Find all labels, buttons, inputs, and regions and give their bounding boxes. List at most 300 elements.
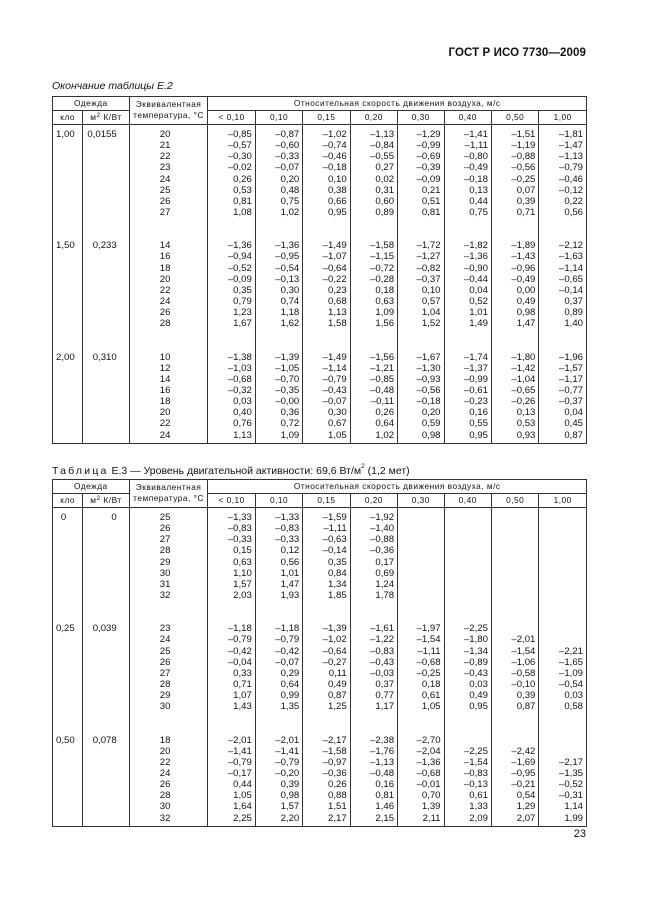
pmv-value: 0,76	[208, 418, 255, 429]
pmv-value: 0,49	[303, 679, 350, 690]
pmv-value: 0,66	[303, 196, 350, 207]
resistance-value: 0	[83, 508, 129, 524]
empty-cell	[53, 151, 83, 162]
empty-cell	[83, 318, 129, 329]
pmv-value: –0,79	[303, 374, 350, 385]
pmv-value: –0,46	[303, 151, 350, 162]
pmv-value: –1,39	[255, 352, 302, 363]
table-row	[53, 701, 587, 712]
table-row	[53, 418, 587, 429]
pmv-value: 0,13	[491, 407, 538, 418]
table-row	[53, 174, 587, 185]
pmv-value: 1,13	[303, 307, 350, 318]
table-row	[53, 296, 587, 307]
pmv-value: –1,57	[539, 363, 587, 374]
pmv-value: 1,17	[350, 701, 397, 712]
pmv-value: –0,63	[303, 534, 350, 545]
temperature-value: 18	[129, 263, 208, 274]
pmv-value: –0,43	[303, 385, 350, 396]
pmv-value: 0,11	[303, 668, 350, 679]
pmv-value: –0,69	[398, 151, 444, 162]
pmv-value: –0,83	[444, 768, 491, 779]
pmv-value: –0,85	[208, 125, 255, 141]
empty-cell	[83, 430, 129, 444]
temperature-value: 28	[129, 318, 208, 329]
pmv-value: –1,14	[303, 363, 350, 374]
pmv-value: –1,11	[398, 646, 444, 657]
pmv-value: 0,72	[255, 418, 302, 429]
pmv-value: 0,48	[255, 185, 302, 196]
pmv-value: –0,23	[444, 396, 491, 407]
pmv-value: –0,55	[350, 151, 397, 162]
pmv-value: –0,20	[255, 768, 302, 779]
pmv-value	[539, 590, 587, 601]
pmv-value: 1,14	[539, 801, 587, 812]
pmv-value: 0,30	[255, 285, 302, 296]
table-row	[53, 590, 587, 601]
table-row	[53, 396, 587, 407]
pmv-value: –0,42	[255, 646, 302, 657]
pmv-value: –1,58	[350, 240, 397, 251]
table-row	[53, 251, 587, 262]
pmv-value	[491, 508, 538, 524]
temperature-value: 22	[129, 757, 208, 768]
pmv-value: –0,79	[255, 757, 302, 768]
pmv-value: –0,79	[255, 634, 302, 645]
pmv-value: –1,13	[350, 125, 397, 141]
pmv-value: –1,96	[539, 352, 587, 363]
pmv-value: –0,95	[255, 251, 302, 262]
empty-cell	[83, 274, 129, 285]
empty-cell	[53, 668, 83, 679]
pmv-value: –0,88	[350, 534, 397, 545]
pmv-value: 1,33	[444, 801, 491, 812]
empty-cell	[83, 557, 129, 568]
pmv-value: 0,49	[444, 690, 491, 701]
table-row	[53, 657, 587, 668]
pmv-value: 0,89	[350, 207, 397, 218]
pmv-value: 0,87	[539, 430, 587, 444]
pmv-value	[491, 545, 538, 556]
pmv-value	[539, 545, 587, 556]
empty-cell	[53, 557, 83, 568]
temperature-value: 25	[129, 185, 208, 196]
empty-cell	[83, 407, 129, 418]
empty-cell	[83, 779, 129, 790]
pmv-value	[539, 523, 587, 534]
pmv-value	[444, 523, 491, 534]
pmv-value: –0,64	[303, 263, 350, 274]
pmv-value: –0,00	[255, 396, 302, 407]
temperature-value: 21	[129, 140, 208, 151]
empty-cell	[53, 646, 83, 657]
pmv-value: –0,07	[255, 657, 302, 668]
pmv-value: –1,13	[539, 151, 587, 162]
pmv-value: 0,31	[350, 185, 397, 196]
table-row	[53, 568, 587, 579]
pmv-value: –0,97	[303, 757, 350, 768]
pmv-value: –1,22	[350, 634, 397, 645]
pmv-value: –1,09	[539, 668, 587, 679]
empty-cell	[83, 207, 129, 218]
empty-cell	[83, 285, 129, 296]
pmv-value: 1,09	[350, 307, 397, 318]
pmv-value: 1,29	[491, 801, 538, 812]
pmv-value: 0,53	[491, 418, 538, 429]
empty-cell	[83, 668, 129, 679]
pmv-value: 0,75	[255, 196, 302, 207]
pmv-value: –0,43	[350, 657, 397, 668]
spacer-cell	[444, 713, 491, 735]
table-row	[53, 385, 587, 396]
speed-column-header: 0,30	[398, 111, 444, 125]
unit-superscript: 2	[96, 112, 101, 119]
pmv-value: 2,20	[255, 813, 302, 827]
pmv-value: –1,14	[539, 263, 587, 274]
pmv-value: –1,42	[491, 363, 538, 374]
pmv-value: –0,33	[208, 534, 255, 545]
pmv-value: 1,24	[350, 579, 397, 590]
pmv-value: –0,80	[444, 151, 491, 162]
speed-column-header: 1,00	[539, 494, 587, 508]
pmv-value: 0,99	[255, 690, 302, 701]
pmv-value: 0,51	[398, 196, 444, 207]
empty-cell	[53, 813, 83, 827]
table-row	[53, 430, 587, 444]
pmv-value	[444, 568, 491, 579]
empty-cell	[53, 363, 83, 374]
pmv-value: 0,63	[208, 557, 255, 568]
clo-value: 0,25	[53, 623, 83, 634]
table-e2-caption: Окончание таблицы Е.2	[52, 80, 173, 92]
pmv-value: –0,74	[303, 140, 350, 151]
empty-cell	[53, 746, 83, 757]
pmv-value: –0,44	[444, 274, 491, 285]
pmv-value: 0,07	[491, 185, 538, 196]
pmv-value: –1,18	[255, 623, 302, 634]
temperature-value: 20	[129, 274, 208, 285]
empty-cell	[53, 779, 83, 790]
pmv-value: –1,11	[303, 523, 350, 534]
speed-column-header: 0,40	[444, 494, 491, 508]
pmv-value: –1,06	[491, 657, 538, 668]
pmv-value: 0,75	[444, 207, 491, 218]
pmv-value: –1,49	[303, 352, 350, 363]
thermal-resistance-header	[83, 494, 129, 508]
temperature-value: 22	[129, 151, 208, 162]
pmv-value: –0,37	[398, 274, 444, 285]
spacer-cell	[255, 601, 302, 623]
group-spacer	[53, 330, 587, 352]
pmv-value: –0,46	[539, 174, 587, 185]
spacer-cell	[53, 330, 83, 352]
pmv-value: –0,87	[255, 125, 302, 141]
table-row	[53, 185, 587, 196]
pmv-value: –0,03	[350, 668, 397, 679]
pmv-value: 0,04	[539, 407, 587, 418]
pmv-value: –0,48	[350, 768, 397, 779]
pmv-value: –1,97	[398, 623, 444, 634]
pmv-value: –1,80	[444, 634, 491, 645]
pmv-value: –1,36	[208, 240, 255, 251]
pmv-value	[444, 557, 491, 568]
pmv-value: 1,01	[255, 568, 302, 579]
pmv-value: –1,41	[208, 746, 255, 757]
table-title: Е.3 — Уровень двигательной активности: 69,6 Вт/м	[108, 465, 362, 477]
spacer-cell	[255, 713, 302, 735]
pmv-value	[491, 523, 538, 534]
empty-cell	[83, 690, 129, 701]
temperature-value: 24	[129, 768, 208, 779]
pmv-value: –0,31	[539, 790, 587, 801]
empty-cell	[83, 657, 129, 668]
pmv-value: –1,30	[398, 363, 444, 374]
pmv-value: –2,42	[491, 746, 538, 757]
spacer-cell	[398, 218, 444, 240]
pmv-value: 0,98	[398, 430, 444, 444]
pmv-value	[539, 508, 587, 524]
pmv-value: 0,03	[444, 679, 491, 690]
pmv-value: –1,49	[303, 240, 350, 251]
table-row	[53, 545, 587, 556]
clo-header: кло	[53, 111, 83, 125]
empty-cell	[83, 418, 129, 429]
empty-cell	[83, 534, 129, 545]
pmv-value: 1,05	[303, 430, 350, 444]
empty-cell	[83, 263, 129, 274]
table-row	[53, 679, 587, 690]
empty-cell	[83, 363, 129, 374]
pmv-value: –0,01	[398, 779, 444, 790]
empty-cell	[83, 768, 129, 779]
temperature-value: 22	[129, 418, 208, 429]
pmv-value: –0,56	[398, 385, 444, 396]
pmv-value	[491, 623, 538, 634]
pmv-value: –0,93	[398, 374, 444, 385]
pmv-value: 1,57	[255, 801, 302, 812]
empty-cell	[53, 634, 83, 645]
empty-cell	[83, 296, 129, 307]
empty-cell	[83, 790, 129, 801]
pmv-value: 0,00	[491, 285, 538, 296]
table-row	[53, 307, 587, 318]
pmv-value: –0,60	[255, 140, 302, 151]
pmv-value: 0,71	[491, 207, 538, 218]
empty-cell	[83, 396, 129, 407]
pmv-value: 0,21	[398, 185, 444, 196]
pmv-value: –1,80	[491, 352, 538, 363]
temperature-value: 10	[129, 352, 208, 363]
empty-cell	[83, 385, 129, 396]
pmv-value: –2,25	[444, 623, 491, 634]
pmv-value: 0,56	[255, 557, 302, 568]
pmv-value: 0,23	[303, 285, 350, 296]
pmv-value: –1,54	[398, 634, 444, 645]
pmv-value: –1,03	[208, 363, 255, 374]
pmv-value: –1,35	[539, 768, 587, 779]
pmv-value: 0,45	[539, 418, 587, 429]
spacer-cell	[491, 601, 538, 623]
spacer-cell	[208, 601, 255, 623]
pmv-value: –0,14	[303, 545, 350, 556]
pmv-value: 0,61	[398, 690, 444, 701]
spacer-cell	[53, 601, 83, 623]
pmv-value: 0,03	[539, 690, 587, 701]
spacer-cell	[53, 713, 83, 735]
pmv-value: 0,18	[350, 285, 397, 296]
empty-cell	[83, 746, 129, 757]
pmv-value: –0,13	[255, 274, 302, 285]
page-number: 23	[573, 828, 586, 840]
temperature-value: 28	[129, 679, 208, 690]
table-row	[53, 634, 587, 645]
spacer-cell	[398, 330, 444, 352]
empty-cell	[53, 534, 83, 545]
pmv-value: 0,44	[208, 779, 255, 790]
pmv-value: –1,18	[208, 623, 255, 634]
pmv-value: –1,36	[398, 757, 444, 768]
pmv-value: 1,05	[208, 790, 255, 801]
pmv-value: –0,72	[350, 263, 397, 274]
temperature-value: 24	[129, 296, 208, 307]
pmv-value: –1,29	[398, 125, 444, 141]
pmv-value: –0,49	[491, 274, 538, 285]
pmv-value: –0,68	[398, 657, 444, 668]
pmv-value: –0,84	[350, 140, 397, 151]
pmv-value: –2,70	[398, 735, 444, 746]
empty-cell	[83, 813, 129, 827]
pmv-value	[539, 534, 587, 545]
empty-cell	[53, 263, 83, 274]
pmv-value: 2,11	[398, 813, 444, 827]
pmv-value: 2,07	[491, 813, 538, 827]
empty-cell	[53, 162, 83, 173]
pmv-value: 0,68	[303, 296, 350, 307]
table-row	[53, 162, 587, 173]
table-row	[53, 407, 587, 418]
spacer-cell	[83, 601, 129, 623]
clo-value: 0	[53, 508, 83, 524]
pmv-value: –0,33	[255, 534, 302, 545]
spacer-cell	[350, 330, 397, 352]
pmv-value: 1,51	[303, 801, 350, 812]
pmv-value: –0,68	[208, 374, 255, 385]
pmv-value: –1,38	[208, 352, 255, 363]
pmv-value: 0,74	[255, 296, 302, 307]
temperature-value: 27	[129, 668, 208, 679]
pmv-value: 1,23	[208, 307, 255, 318]
pmv-value: –1,58	[303, 746, 350, 757]
pmv-value: –0,99	[398, 140, 444, 151]
table-row	[53, 690, 587, 701]
pmv-value: –1,33	[255, 508, 302, 524]
clo-value: 1,50	[53, 240, 83, 251]
pmv-value: 1,40	[539, 318, 587, 329]
pmv-value: –0,09	[398, 174, 444, 185]
speed-column-header: 0,30	[398, 494, 444, 508]
table-row	[53, 274, 587, 285]
table-row	[53, 374, 587, 385]
empty-cell	[53, 679, 83, 690]
pmv-value: –0,04	[208, 657, 255, 668]
empty-cell	[83, 374, 129, 385]
pmv-value: 0,44	[444, 196, 491, 207]
pmv-value: 0,30	[303, 407, 350, 418]
pmv-value: 1,49	[444, 318, 491, 329]
spacer-cell	[208, 713, 255, 735]
pmv-value: 1,78	[350, 590, 397, 601]
pmv-value: –0,82	[398, 263, 444, 274]
pmv-value: –2,12	[539, 240, 587, 251]
pmv-value: 1,13	[208, 430, 255, 444]
empty-cell	[53, 296, 83, 307]
pmv-value: 0,59	[398, 418, 444, 429]
pmv-value: –1,21	[350, 363, 397, 374]
pmv-value: –0,79	[539, 162, 587, 173]
table-row	[53, 779, 587, 790]
pmv-value: 0,60	[350, 196, 397, 207]
pmv-value: –0,95	[491, 768, 538, 779]
empty-cell	[83, 679, 129, 690]
pmv-value	[398, 590, 444, 601]
resistance-value: 0,039	[83, 623, 129, 634]
pmv-value: –0,42	[208, 646, 255, 657]
pmv-value: –0,37	[539, 396, 587, 407]
empty-cell	[83, 185, 129, 196]
temperature-value: 24	[129, 174, 208, 185]
pmv-value: 0,15	[208, 545, 255, 556]
pmv-value: 2,09	[444, 813, 491, 827]
pmv-value: –0,56	[491, 162, 538, 173]
pmv-value: –0,09	[208, 274, 255, 285]
table-row	[53, 813, 587, 827]
spacer-cell	[303, 218, 350, 240]
pmv-value: –0,25	[491, 174, 538, 185]
pmv-value: –0,61	[444, 385, 491, 396]
spacer-cell	[491, 218, 538, 240]
pmv-value: 0,38	[303, 185, 350, 196]
pmv-value: 0,71	[208, 679, 255, 690]
table-row	[53, 790, 587, 801]
pmv-value: –1,65	[539, 657, 587, 668]
pmv-value: –1,89	[491, 240, 538, 251]
spacer-cell	[208, 218, 255, 240]
pmv-value: 0,35	[208, 285, 255, 296]
temperature-value: 20	[129, 125, 208, 141]
pmv-value: 1,18	[255, 307, 302, 318]
pmv-value: 0,88	[303, 790, 350, 801]
pmv-value: 0,87	[303, 690, 350, 701]
pmv-value: –0,27	[303, 657, 350, 668]
spacer-cell	[303, 330, 350, 352]
pmv-value: –0,12	[539, 185, 587, 196]
pmv-value: –0,26	[491, 396, 538, 407]
pmv-value: 1,56	[350, 318, 397, 329]
pmv-value: 1,02	[255, 207, 302, 218]
air-speed-header: Относительная скорость движения воздуха, м/с	[208, 97, 587, 111]
temperature-value: 30	[129, 701, 208, 712]
pmv-value	[539, 634, 587, 645]
pmv-value	[491, 735, 538, 746]
pmv-value: 0,70	[398, 790, 444, 801]
pmv-value	[491, 534, 538, 545]
pmv-value: –0,49	[444, 162, 491, 173]
table-row	[53, 801, 587, 812]
spacer-cell	[83, 713, 129, 735]
pmv-value: 1,58	[303, 318, 350, 329]
unit-suffix: К/Вт	[100, 495, 122, 505]
empty-cell	[53, 318, 83, 329]
